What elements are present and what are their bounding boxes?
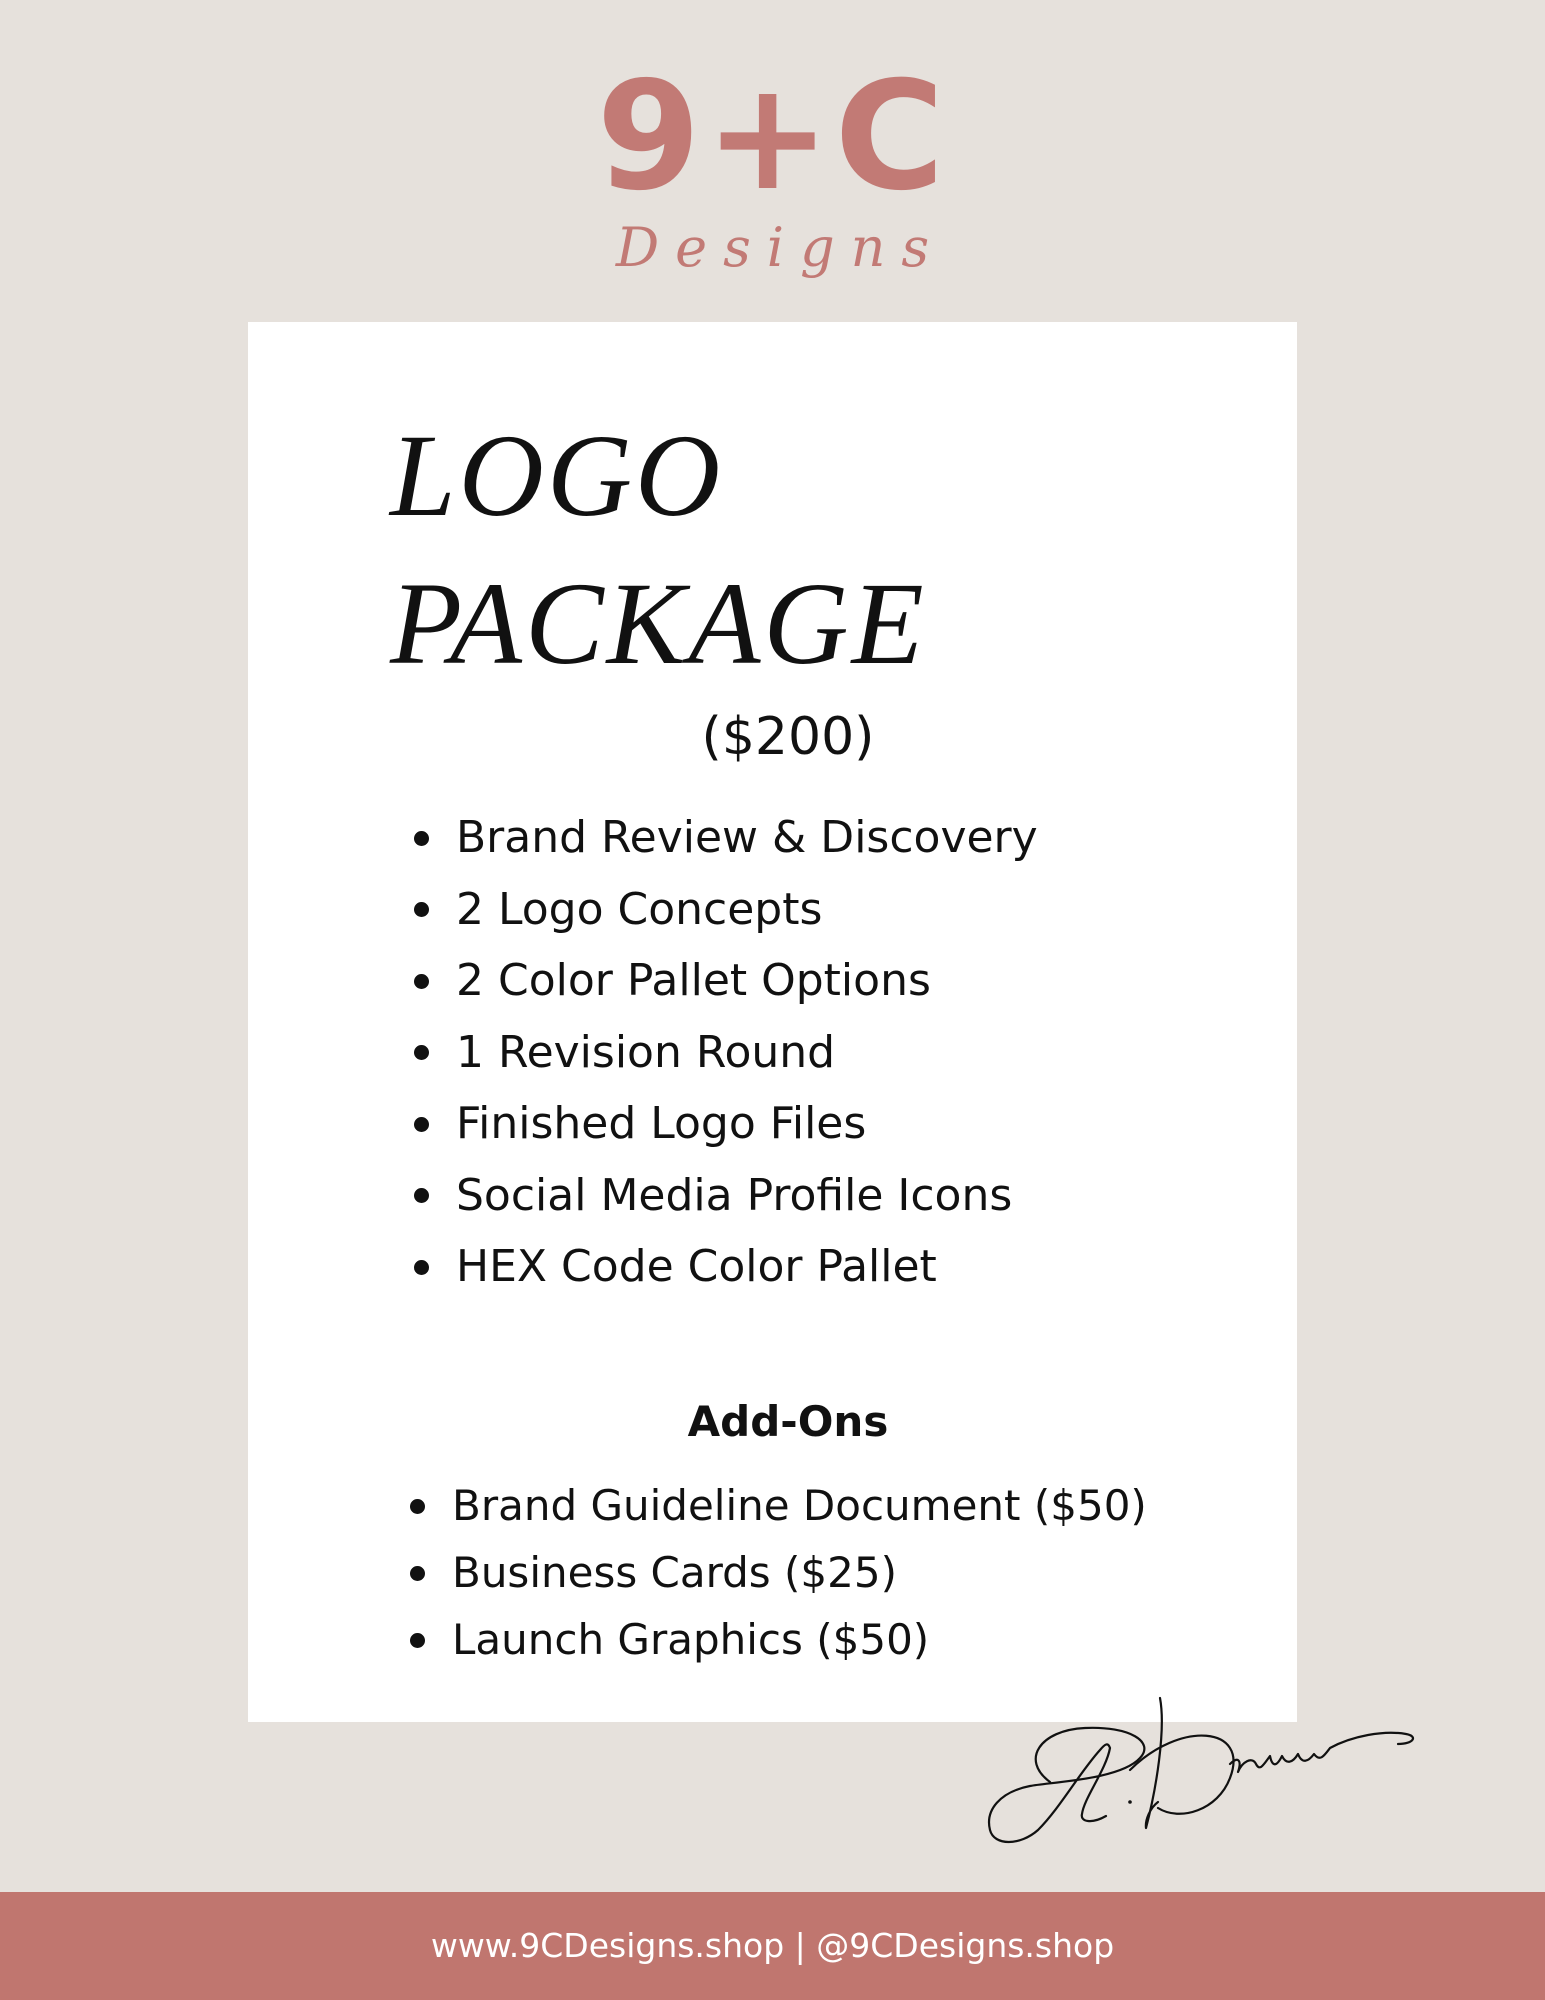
addons-heading: Add-Ons (687, 1397, 889, 1446)
package-card (248, 322, 1297, 1722)
brand-logo-mark: 9+C (596, 50, 949, 224)
list-item-label: 2 Logo Concepts (456, 883, 823, 935)
brand-logo-subtitle: Designs (615, 216, 946, 279)
brand-logo (0, 50, 1545, 279)
bullet-icon (410, 1633, 425, 1648)
list-item-label: Launch Graphics ($50) (452, 1615, 930, 1664)
package-title-line-1: LOGO (390, 410, 724, 541)
list-item-label: Finished Logo Files (456, 1098, 867, 1149)
list-item-label: 1 Revision Round (456, 1026, 836, 1078)
list-item-label: Brand Guideline Document ($50) (452, 1481, 1147, 1530)
list-item (408, 1088, 1038, 1160)
list-item (408, 945, 1038, 1017)
bullet-icon (414, 1260, 429, 1275)
bullet-icon (410, 1499, 425, 1514)
bullet-icon (414, 1188, 429, 1203)
list-item (404, 1539, 1147, 1606)
list-item (408, 874, 1038, 946)
footer-bar (0, 1892, 1545, 2000)
package-title-line-2: PACKAGE (390, 558, 927, 689)
list-item-label: Business Cards ($25) (452, 1548, 897, 1597)
list-item (408, 1017, 1038, 1089)
bullet-icon (414, 902, 429, 917)
bullet-icon (414, 974, 429, 989)
bullet-icon (414, 1045, 429, 1060)
list-item (408, 802, 1038, 874)
list-item (408, 1160, 1038, 1232)
list-item-label: 2 Color Pallet Options (456, 955, 931, 1006)
list-item-label: Brand Review & Discovery (456, 812, 1038, 863)
list-item (404, 1472, 1147, 1539)
bullet-icon (410, 1566, 425, 1581)
footer-contact: www.9CDesigns.shop | @9CDesigns.shop (430, 1926, 1115, 1965)
list-item (404, 1606, 1147, 1673)
package-price: ($200) (701, 707, 875, 767)
list-item-label: HEX Code Color Pallet (456, 1241, 937, 1292)
list-item (408, 1231, 1038, 1303)
package-title (390, 402, 927, 698)
bullet-icon (414, 1117, 429, 1132)
signature-icon (980, 1690, 1420, 1850)
list-item-label: Social Media Profile Icons (456, 1169, 1013, 1221)
addons-list (404, 1472, 1147, 1673)
bullet-icon (414, 831, 429, 846)
package-features-list (408, 802, 1038, 1303)
